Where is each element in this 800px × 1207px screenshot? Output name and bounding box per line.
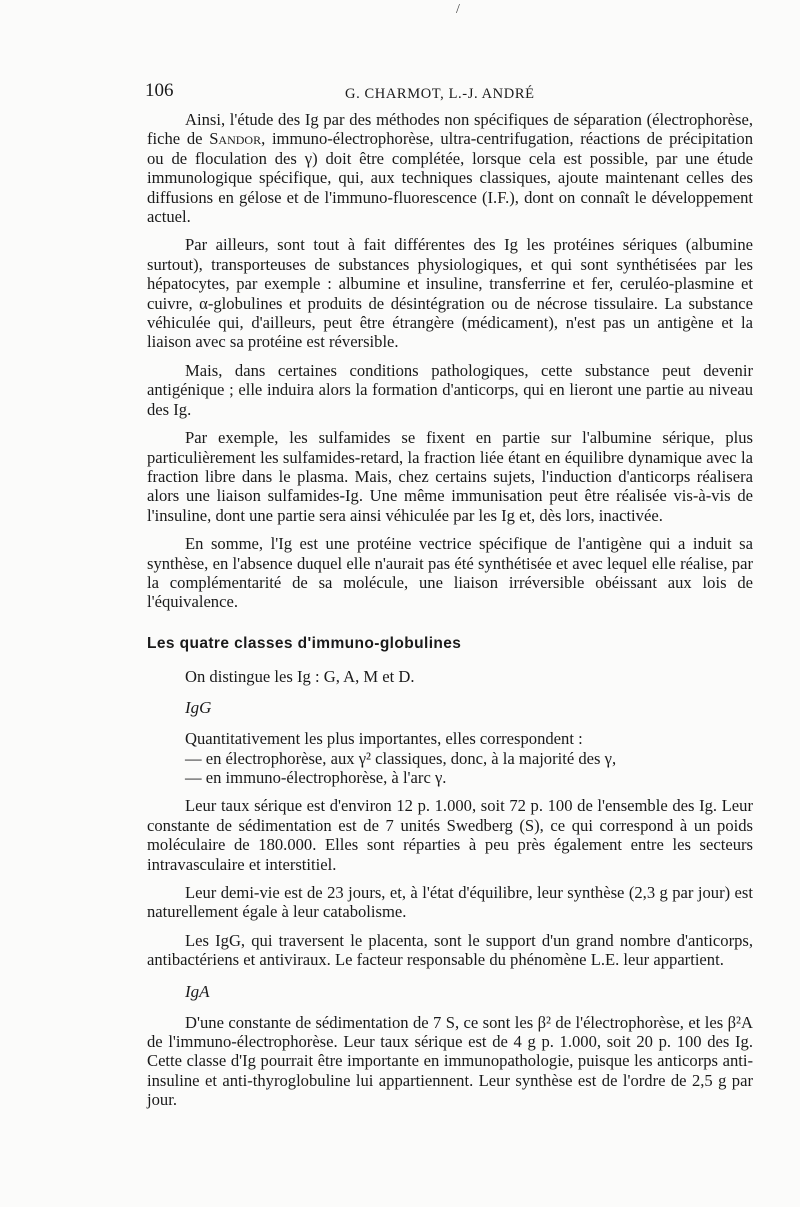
paragraph-2: Par ailleurs, sont tout à fait différentes des Ig les protéines sériques (albumine surtout), transporteuses de substances physiologiques, et qui sont synthétisées par les hépatocytes, par exemple : albumine et insuline, transferrine et fer, ceruléo-plasmine et cuivre, α-globulines et produits de désintégration ou de nécrose tissulaire. La substance véhiculée qui, d'ailleurs, peut être étrangère (médicament), n'est pas un antigène et la liaison avec sa protéine est réversible. (147, 235, 753, 352)
paragraph-5: En somme, l'Ig est une protéine vectrice spécifique de l'antigène qui a induit sa synthèse, en l'absence duquel elle n'aurait pas été synthétisée et avec lequel elle réalise, par la complémentarité de sa molécule, une liaison irréversible obéissant aux lois de l'équivalence. (147, 534, 753, 612)
running-head: G. CHARMOT, L.-J. ANDRÉ (345, 86, 535, 102)
page-header (147, 80, 753, 110)
igg-paragraph-3: Les IgG, qui traversent le placenta, sont le support d'un grand nombre d'anticorps, antibactériens et antiviraux. Le facteur responsable du phénomène L.E. leur appartient. (147, 930, 753, 970)
paragraph-1: Ainsi, l'étude des Ig par des méthodes non spécifiques de séparation (électrophorèse, fiche de Sandor, immuno-électrophorèse, ultra-centrifugation, réactions de précipitation ou de floculation des γ) doit être complétée, lorsque cela est possible, par une étude immunologique spécifique, qui, aux techniques classiques, ajoute maintenant celles des diffusions en gélose et de l'immuno-fluorescence (I.F.), dont on connaît le développement actuel. (147, 110, 753, 227)
paragraph-3: Mais, dans certaines conditions pathologiques, cette substance peut devenir antigénique ; elle induira alors la formation d'anticorps, qui en lieront une partie au niveau des Ig. (147, 360, 753, 419)
section-intro: On distingue les Ig : G, A, M et D. (185, 666, 415, 686)
igg-lead: Quantitativement les plus importantes, elles correspondent : (185, 729, 583, 749)
paragraph-4: Par exemple, les sulfamides se fixent en partie sur l'albumine sérique, plus particulièrement les sulfamides-retard, la fraction liée étant en équilibre dynamique avec la fraction libre dans le plasma. Mais, chez certains sujets, l'induction d'anticorps réalisera alors une liaison sulfamides-Ig. Une même immunisation peut être réalisée vis-à-vis de l'insuline, dont une partie sera ainsi véhiculée par les Ig et, dès lors, inactivée. (147, 428, 753, 525)
igg-subtitle: IgG (185, 698, 212, 718)
page-mark: / (456, 2, 460, 17)
igg-paragraph-2: Leur demi-vie est de 23 jours, et, à l'état d'équilibre, leur synthèse (2,3 g par jour) est naturellement égale à leur catabolisme. (147, 883, 753, 922)
iga-subtitle: IgA (185, 981, 210, 1001)
igg-dash-1: — en électrophorèse, aux γ² classiques, donc, à la majorité des γ, (185, 748, 617, 768)
page-number: 106 (145, 80, 174, 101)
section-title: Les quatre classes d'immuno-globulines (147, 634, 462, 652)
iga-paragraph-1: D'une constante de sédimentation de 7 S, ce sont les β² de l'électrophorèse, et les β²A de l'immuno-électrophorèse. Leur taux sérique est de 4 g p. 1.000, soit 20 p. 100 des Ig. Cette classe d'Ig pourrait être importante en immunopathologie, puisque les anticorps anti-insuline et anti-thyroglobuline lui appartiennent. Leur synthèse est de l'ordre de 2,5 g par jour. (147, 1012, 753, 1110)
igg-paragraph-1: Leur taux sérique est d'environ 12 p. 1.000, soit 72 p. 100 de l'ensemble des Ig. Leur constante de sédimentation est de 7 unités Swedberg (S), ce qui correspond à un poids moléculaire de 180.000. Elles sont réparties à peu près également entre les secteurs intravasculaire et interstitiel. (147, 796, 753, 874)
igg-dash-2: — en immuno-électrophorèse, à l'arc γ. (185, 767, 447, 787)
page-content (147, 80, 753, 1110)
